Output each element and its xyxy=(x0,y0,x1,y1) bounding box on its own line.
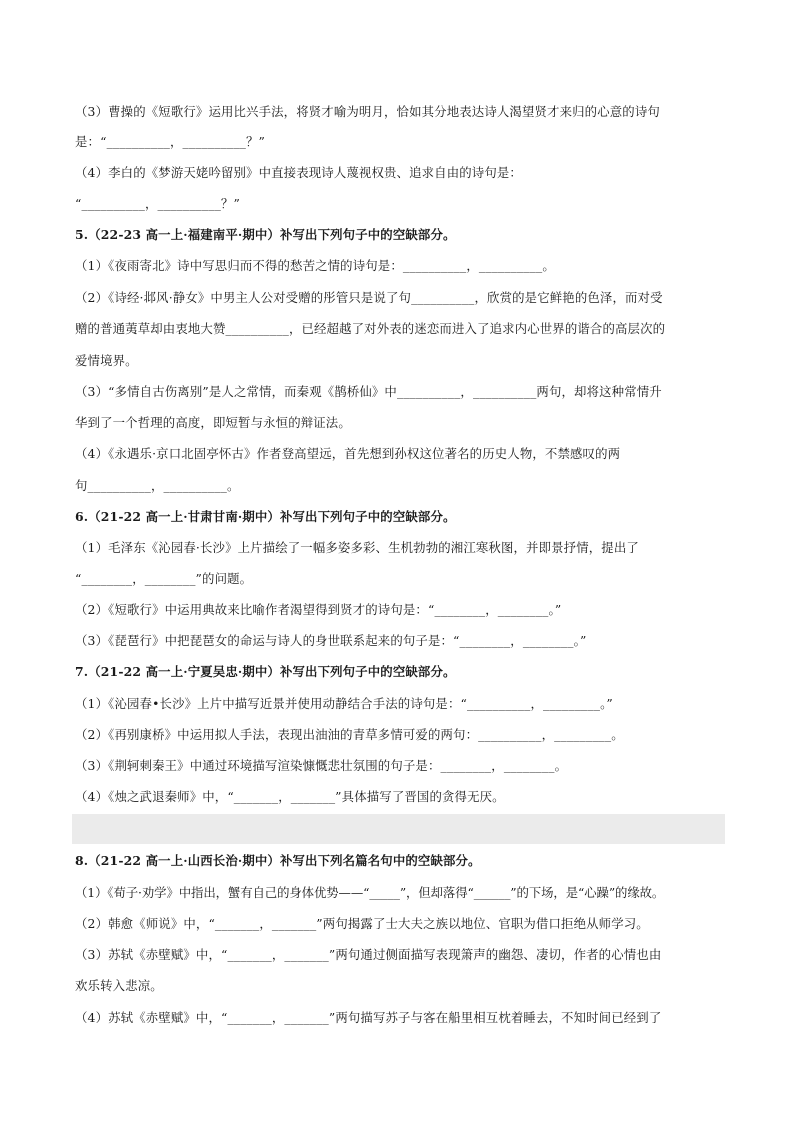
question-8-3-line-1: （3）苏轼《赤壁赋》中，“_______，_______”两句通过侧面描写表现箫声的幽怨、凄切，作者的心情也由 xyxy=(75,947,662,962)
question-5-1: （1）《夜雨寄北》诗中写思归而不得的愁苦之情的诗句是：__________，__________。 xyxy=(75,258,555,273)
question-6-1-line-2: “________，________”的问题。 xyxy=(75,571,253,586)
question-4-3-line-2: 是：“__________，__________？” xyxy=(75,134,266,149)
question-4-4-line-2: “__________，__________？” xyxy=(75,196,240,211)
question-7-heading: 7.（21-22 高一上·宁夏吴忠·期中）补写出下列句子中的空缺部分。 xyxy=(75,664,456,679)
question-7-1: （1）《沁园春•长沙》上片中描写近景并使用动静结合手法的诗句是：“__________，_________。” xyxy=(75,696,613,711)
question-5-3-line-2: 华到了一个哲理的高度，即短暂与永恒的辩证法。 xyxy=(75,415,351,430)
question-7-2: （2）《再别康桥》中运用拟人手法，表现出油油的青草多情可爱的两句：__________，_________。 xyxy=(75,727,624,742)
question-5-2-line-1: （2）《诗经·邶风·静女》中男主人公对受赠的彤管只是说了句__________，欣赏的是它鲜艳的色泽，而对受 xyxy=(75,290,663,305)
section-divider-band xyxy=(72,814,725,844)
question-6-3: （3）《琵琶行》中把琵琶女的命运与诗人的身世联系起来的句子是：“________，________。” xyxy=(75,633,587,648)
question-7-3: （3）《荆轲刺秦王》中通过环境描写渲染慷慨悲壮氛围的句子是：________，________。 xyxy=(75,758,568,773)
question-6-1-line-1: （1）毛泽东《沁园春·长沙》上片描绘了一幅多姿多彩、生机勃勃的湘江寒秋图，并即景抒情，提出了 xyxy=(75,540,639,555)
question-5-2-line-2: 赠的普通荑草却由衷地大赞__________，已经超越了对外表的迷恋而进入了追求内心世界的谐合的高层次的 xyxy=(75,321,666,336)
question-5-2-line-3: 爱情境界。 xyxy=(75,353,138,368)
question-4-4-line-1: （4）李白的《梦游天姥吟留别》中直接表现诗人蔑视权贵、追求自由的诗句是： xyxy=(75,165,522,180)
question-7-4: （4）《烛之武退秦师》中，“_______，_______”具体描写了晋国的贪得无厌。 xyxy=(75,789,505,804)
question-4-3-line-1: （3）曹操的《短歌行》运用比兴手法，将贤才喻为明月，恰如其分地表达诗人渴望贤才来归的心意的诗句 xyxy=(75,104,660,119)
question-6-2: （2）《短歌行》中运用典故来比喻作者渴望得到贤才的诗句是：“________，________。” xyxy=(75,602,562,617)
question-8-1: （1）《荀子·劝学》中指出，蟹有自己的身体优势——“_____”，但却落得“______”的下场，是“心躁”的缘故。 xyxy=(75,885,665,900)
question-6-heading: 6.（21-22 高一上·甘肃甘南·期中）补写出下列句子中的空缺部分。 xyxy=(75,509,456,524)
question-8-4-line-1: （4）苏轼《赤壁赋》中，“_______，_______”两句描写苏子与客在船里相互枕着睡去，不知时间已经到了 xyxy=(75,1010,662,1025)
question-5-4-line-1: （4）《永遇乐·京口北固亭怀古》作者登高望远，首先想到孙权这位著名的历史人物，不禁感叹的两 xyxy=(75,446,621,461)
question-8-2: （2）韩愈《师说》中，“_______，_______”两句揭露了士大夫之族以地位、官职为借口拒绝从师学习。 xyxy=(75,916,649,931)
question-5-3-line-1: （3）“多情自古伤离别”是人之常情，而秦观《鹊桥仙》中__________，__________两句，却将这种常情升 xyxy=(75,384,662,399)
question-5-heading: 5.（22-23 高一上·福建南平·期中）补写出下列句子中的空缺部分。 xyxy=(75,227,456,242)
question-5-4-line-2: 句__________，__________。 xyxy=(75,478,240,493)
question-8-heading: 8.（21-22 高一上·山西长治·期中）补写出下列名篇名句中的空缺部分。 xyxy=(75,853,481,868)
question-8-3-line-2: 欢乐转入悲凉。 xyxy=(75,978,163,993)
